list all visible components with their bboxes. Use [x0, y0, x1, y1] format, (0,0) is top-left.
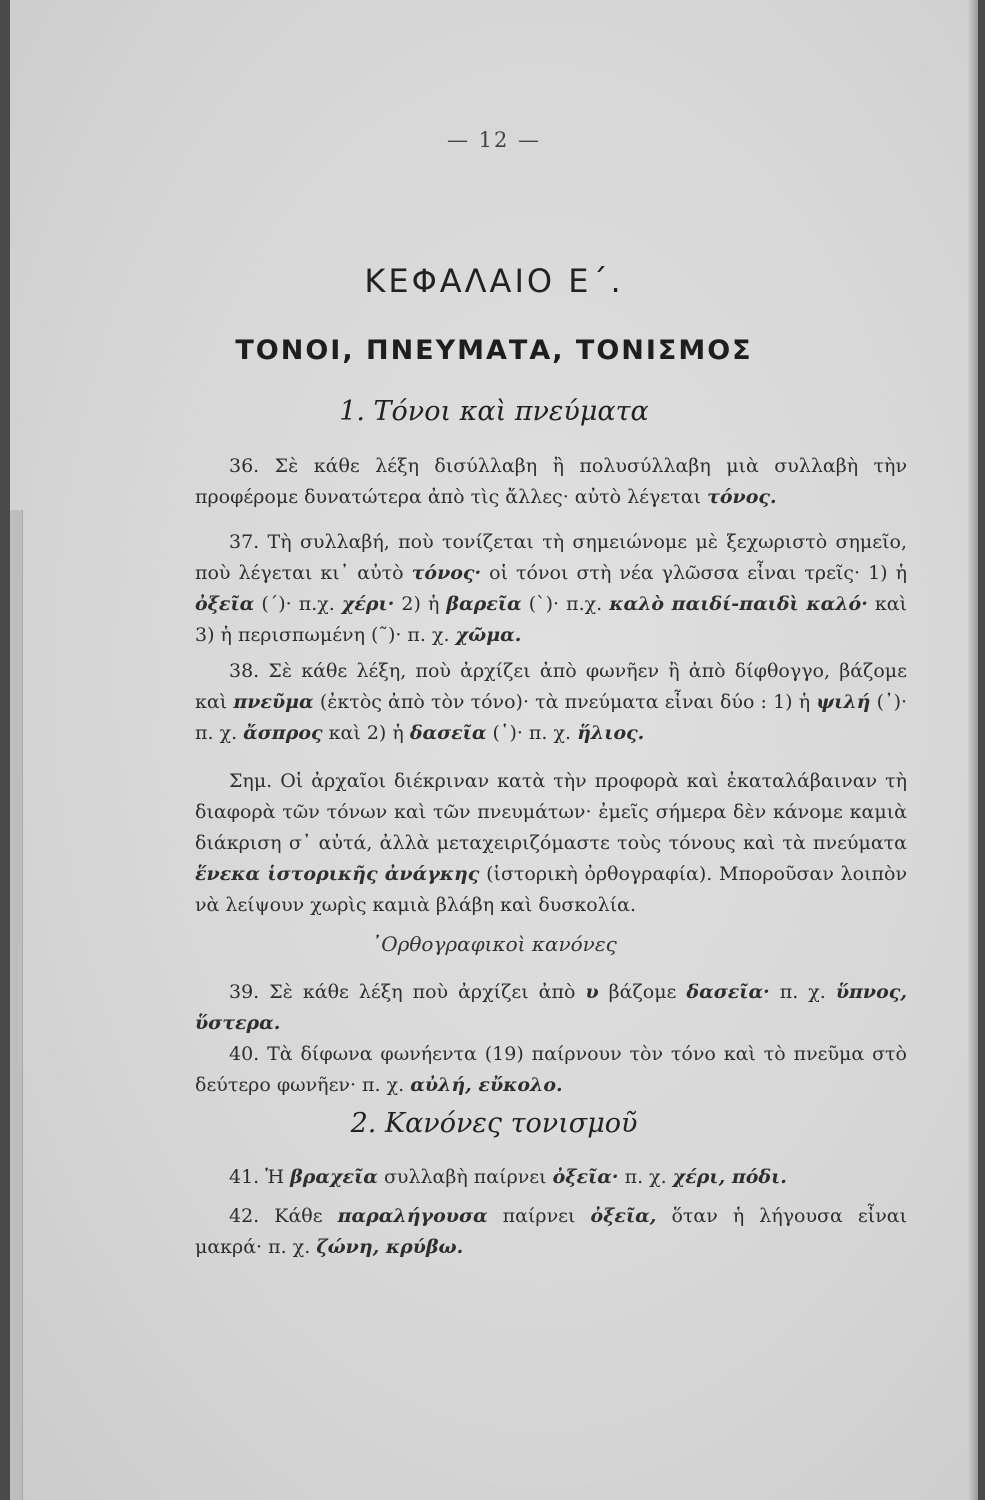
orthographic-rules-heading: ᾽Ορθογραφικοὶ κανόνες [371, 932, 617, 956]
page-number: — 12 — [446, 128, 542, 152]
paragraph-39: 39. Σὲ κάθε λέξη ποὺ ἀρχίζει ἀπὸ υ βάζομε δασεῖα· π. χ. ὕπνος, ὕστερα. [195, 981, 907, 1034]
paragraph-note: Σημ. Οἱ ἀρχαῖοι διέκριναν κατὰ τὴν προφορὰ καὶ ἐκαταλάβαιναν τὴ διαφορὰ τῶν τόνων καὶ τῶν πνευμάτων· ἐμεῖς σήμερα δὲν κάνομε καμιὰ διάκριση σ᾽ αὐτά, ἀλλὰ μεταχειριζόμαστε τοὺς τόνους καὶ τὰ πνεύματα ἕνεκα ἱστορικῆς ἀνάγκης (ἱστορικὴ ὀρθογραφία). Μποροῦσαν λοιπὸν νὰ λείψουν χωρὶς καμιὰ βλάβη καὶ δυσκολία. [195, 770, 907, 916]
paragraph-42: 42. Κάθε παραλήγουσα παίρνει ὀξεῖα, ὅταν ἡ λήγουσα εἶναι μακρά· π. χ. ζώνη, κρύβω. [195, 1205, 908, 1258]
book-page [10, 0, 978, 1500]
subheading-tones-breathings: 1. Τόνοι καὶ πνεύματα [339, 396, 649, 427]
paragraph-36: 36. Σὲ κάθε λέξη δισύλλαβη ἢ πολυσύλλαβη μιὰ συλλαβὴ τὴν προφέρομε δυνατώτερα ἀπὸ τὶς ἄλλες· αὐτὸ λέγεται τόνος. [195, 455, 907, 508]
section-title: ΤΟΝΟΙ, ΠΝΕΥΜΑΤΑ, ΤΟΝΙΣΜΟΣ [235, 335, 753, 366]
paragraph-40: 40. Τὰ δίφωνα φωνήεντα (19) παίρνουν τὸν τόνο καὶ τὸ πνεῦμα στὸ δεύτερο φωνῆεν· π. χ. αὐλή, εὔκολο. [195, 1043, 907, 1096]
page-edge-right [968, 0, 978, 1500]
paragraph-37: 37. Τὴ συλλαβή, ποὺ τονίζεται τὴ σημειώνομε μὲ ξεχωριστὸ σημεῖο, ποὺ λέγεται κι᾽ αὐτὸ τόνος· οἱ τόνοι στὴ νέα γλῶσσα εἶναι τρεῖς· 1) ἡ ὀξεῖα (΄)· π.χ. χέρι· 2) ἡ βαρεῖα (`)· π.χ. καλὸ παιδί-παιδὶ καλό· καὶ 3) ἡ περισπωμένη (῀)· π. χ. χῶμα. [195, 531, 908, 646]
chapter-heading: ΚΕΦΑΛΑΙΟ Ε΄. [364, 262, 624, 300]
paragraph-38: 38. Σὲ κάθε λέξη, ποὺ ἀρχίζει ἀπὸ φωνῆεν ἢ ἀπὸ δίφθογγο, βάζομε καὶ πνεῦμα (ἐκτὸς ἀπὸ τὸν τόνο)· τὰ πνεύματα εἶναι δύο : 1) ἡ ψιλή (᾿)· π. χ. ἄσπρος καὶ 2) ἡ δασεῖα (῾)· π. χ. ἥλιος. [195, 660, 908, 744]
subheading-accent-rules: 2. Κανόνες τονισμοῦ [350, 1108, 638, 1139]
page-edge-left [10, 510, 23, 1500]
paragraph-41: 41. Ἡ βραχεῖα συλλαβὴ παίρνει ὀξεῖα· π. χ. χέρι, πόδι. [229, 1166, 787, 1188]
